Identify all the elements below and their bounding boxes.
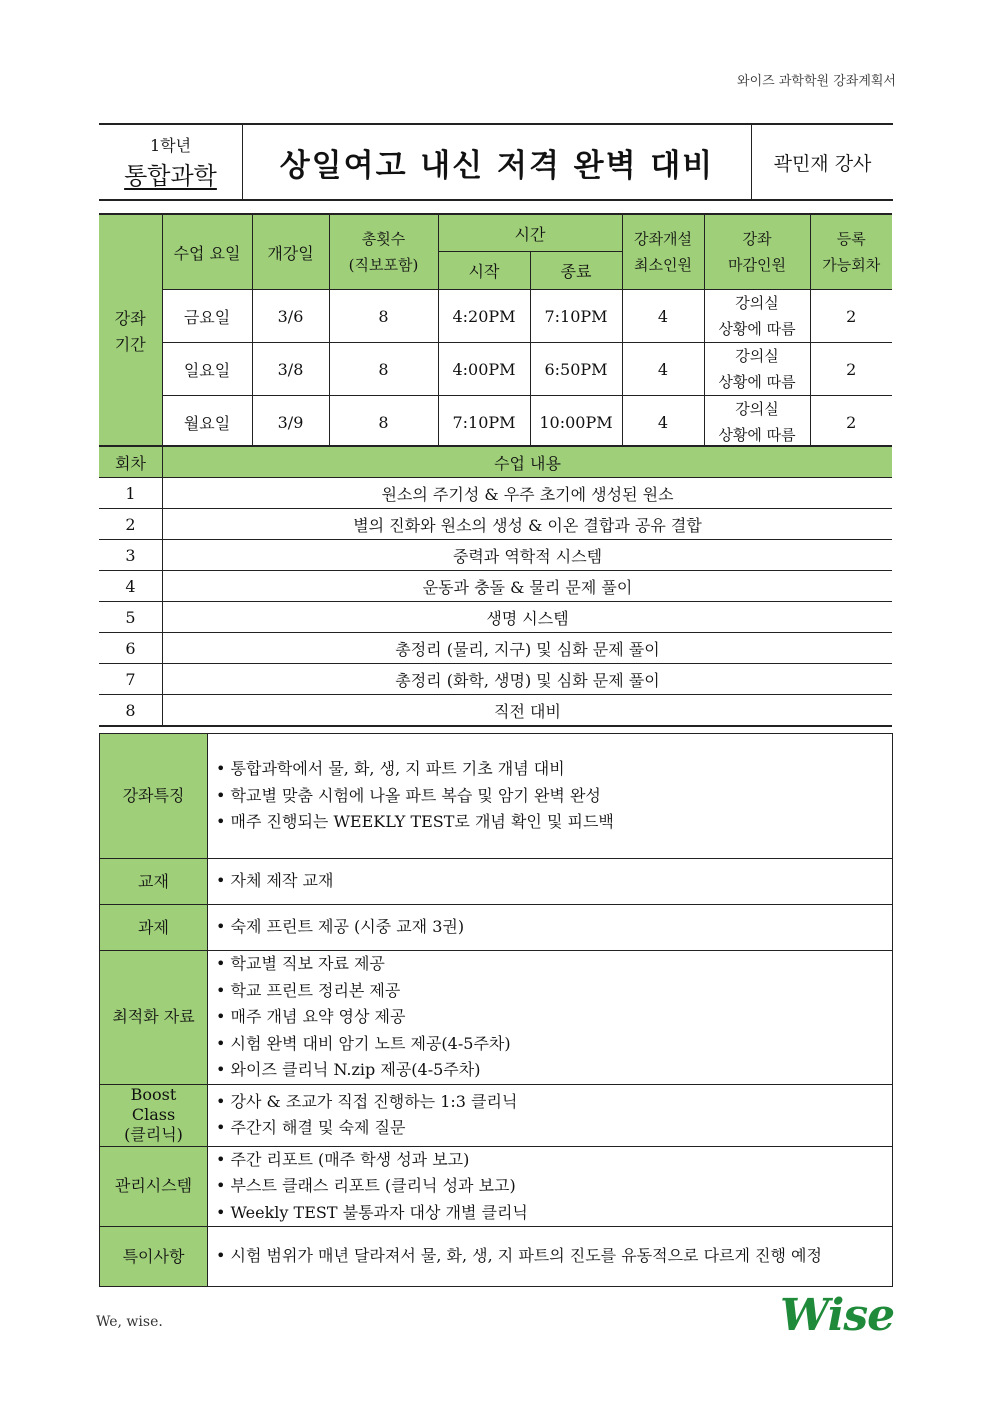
lessons-header-content: 수업 내용 (163, 446, 893, 478)
list-item: • 시험 완벽 대비 암기 노트 제공(4-5주차) (216, 1031, 892, 1058)
lesson-content: 운동과 충돌 & 물리 문제 풀이 (163, 571, 893, 602)
lesson-num: 2 (99, 509, 163, 540)
table-row (99, 633, 892, 664)
table-row (99, 664, 892, 695)
feature-label: 관리시스템 (100, 1146, 208, 1227)
row-close-line2: 상황에 따름 (718, 320, 796, 338)
table-row (99, 695, 892, 727)
list-item: • 강사 & 조교가 직접 진행하는 1:3 클리닉 (216, 1089, 892, 1116)
header-min-line1: 강좌개설 (634, 230, 692, 248)
lesson-content: 총정리 (물리, 지구) 및 심화 문제 풀이 (163, 633, 893, 664)
lessons-header-row (99, 446, 892, 478)
document-label: 와이즈 과학학원 강좌계획서 (737, 74, 896, 89)
feature-row-management (100, 1146, 893, 1227)
header-day: 수업 요일 (162, 214, 252, 290)
schedule-side-label: 강좌 기간 (99, 214, 162, 449)
row-min: 4 (622, 343, 704, 396)
list-item: • 부스트 클래스 리포트 (클리닉 성과 보고) (216, 1173, 892, 1200)
header-min (622, 214, 704, 290)
list-item: • 시험 범위가 매년 달라져서 물, 화, 생, 지 파트의 진도를 유동적으로 다르게 진행 예정 (216, 1243, 892, 1270)
list-item: • 매주 개념 요약 영상 제공 (216, 1004, 892, 1031)
row-min: 4 (622, 396, 704, 450)
feature-label: 최적화 자료 (100, 951, 208, 1085)
feature-content (208, 951, 893, 1085)
lesson-num: 6 (99, 633, 163, 664)
row-close-line1: 강의실 (735, 294, 779, 312)
lesson-num: 3 (99, 540, 163, 571)
row-date: 3/6 (252, 290, 329, 343)
header-total (329, 214, 438, 290)
table-row (99, 571, 892, 602)
feature-row-boost (100, 1084, 893, 1146)
lesson-num: 1 (99, 478, 163, 509)
list-item: • 주간지 해결 및 숙제 질문 (216, 1115, 892, 1142)
feature-row-notes (100, 1227, 893, 1287)
header-close (704, 214, 810, 290)
feature-label: 강좌특징 (100, 734, 208, 859)
list-item: • 와이즈 클리닉 N.zip 제공(4-5주차) (216, 1057, 892, 1084)
header-total-line1: 총횟수 (361, 230, 406, 248)
header-time-start: 시작 (438, 252, 530, 290)
header-reg (810, 214, 892, 290)
list-item: • 통합과학에서 물, 화, 생, 지 파트 기초 개념 대비 (216, 756, 892, 783)
course-title: 상일여고 내신 저격 완벽 대비 (243, 125, 752, 199)
header-close-line2: 마감인원 (728, 256, 786, 274)
feature-content (208, 1146, 893, 1227)
row-total: 8 (329, 343, 438, 396)
schedule-table (99, 213, 892, 450)
feature-content (208, 1084, 893, 1146)
lesson-content: 총정리 (화학, 생명) 및 심화 문제 풀이 (163, 664, 893, 695)
feature-label: 특이사항 (100, 1227, 208, 1287)
row-close (704, 290, 810, 343)
feature-row-homework (100, 905, 893, 951)
lesson-content: 원소의 주기성 & 우주 초기에 생성된 원소 (163, 478, 893, 509)
row-close-line1: 강의실 (735, 400, 779, 418)
row-close (704, 396, 810, 450)
feature-content (208, 905, 893, 951)
feature-content (208, 734, 893, 859)
lesson-content: 중력과 역학적 시스템 (163, 540, 893, 571)
table-row (99, 478, 892, 509)
header-time-end: 종료 (530, 252, 622, 290)
list-item: • 자체 제작 교재 (216, 868, 892, 895)
header-min-line2: 최소인원 (634, 256, 692, 274)
list-item: • Weekly TEST 불통과자 대상 개별 클리닉 (216, 1200, 892, 1227)
lesson-num: 4 (99, 571, 163, 602)
grade-label: 1학년 (149, 136, 192, 155)
row-date: 3/9 (252, 396, 329, 450)
feature-row-materials (100, 951, 893, 1085)
table-row (99, 602, 892, 633)
grade-subject-cell (99, 125, 243, 199)
row-reg: 2 (810, 290, 892, 343)
lessons-table (99, 445, 892, 727)
header-total-line2: (직보포함) (348, 256, 419, 274)
list-item: • 학교별 직보 자료 제공 (216, 951, 892, 978)
row-start: 7:10PM (438, 396, 530, 450)
teacher-name: 곽민재 강사 (773, 152, 872, 175)
schedule-header-row (99, 214, 892, 252)
row-min: 4 (622, 290, 704, 343)
lesson-content: 생명 시스템 (163, 602, 893, 633)
row-day: 금요일 (162, 290, 252, 343)
header-reg-line1: 등록 (836, 230, 866, 248)
list-item: • 학교별 맞춤 시험에 나올 파트 복습 및 암기 완벽 완성 (216, 783, 892, 810)
row-day: 월요일 (162, 396, 252, 450)
row-total: 8 (329, 290, 438, 343)
row-start: 4:00PM (438, 343, 530, 396)
features-table (99, 733, 893, 1287)
header-time: 시간 (438, 214, 622, 252)
lesson-content: 직전 대비 (163, 695, 893, 727)
title-block (99, 123, 893, 201)
list-item: • 주간 리포트 (매주 학생 성과 보고) (216, 1147, 892, 1174)
feature-label (100, 1084, 208, 1146)
feature-label: 교재 (100, 859, 208, 905)
feature-content (208, 859, 893, 905)
row-end: 6:50PM (530, 343, 622, 396)
row-day: 일요일 (162, 343, 252, 396)
row-reg: 2 (810, 343, 892, 396)
subject-label: 통합과학 (124, 162, 217, 190)
header-start-date: 개강일 (252, 214, 329, 290)
feature-label: 과제 (100, 905, 208, 951)
list-item: • 매주 진행되는 WEEKLY TEST로 개념 확인 및 피드백 (216, 809, 892, 836)
row-close (704, 343, 810, 396)
list-item: • 숙제 프린트 제공 (시중 교재 3권) (216, 914, 892, 941)
row-total: 8 (329, 396, 438, 450)
boost-label-line1: Boost (130, 1085, 177, 1104)
schedule-row (99, 396, 892, 450)
footer-slogan: We, wise. (96, 1314, 163, 1330)
boost-label-line3: (클리닉) (124, 1125, 183, 1144)
row-close-line2: 상황에 따름 (718, 426, 796, 444)
lessons-header-num: 회차 (99, 446, 163, 478)
row-start: 4:20PM (438, 290, 530, 343)
schedule-row (99, 290, 892, 343)
row-end: 7:10PM (530, 290, 622, 343)
row-reg: 2 (810, 396, 892, 450)
lesson-num: 7 (99, 664, 163, 695)
table-row (99, 509, 892, 540)
header-close-line1: 강좌 (742, 230, 772, 248)
schedule-row (99, 343, 892, 396)
row-close-line1: 강의실 (735, 347, 779, 365)
feature-row-characteristics (100, 734, 893, 859)
row-date: 3/8 (252, 343, 329, 396)
lesson-content: 별의 진화와 원소의 생성 & 이온 결합과 공유 결합 (163, 509, 893, 540)
wise-logo: Wise (780, 1290, 895, 1341)
table-row (99, 540, 892, 571)
header-reg-line2: 가능회차 (822, 256, 881, 274)
row-close-line2: 상황에 따름 (718, 373, 796, 391)
boost-label-line2: Class (131, 1105, 176, 1124)
row-end: 10:00PM (530, 396, 622, 450)
feature-row-textbook (100, 859, 893, 905)
lesson-num: 8 (99, 695, 163, 727)
list-item: • 학교 프린트 정리본 제공 (216, 978, 892, 1005)
feature-content (208, 1227, 893, 1287)
lesson-num: 5 (99, 602, 163, 633)
